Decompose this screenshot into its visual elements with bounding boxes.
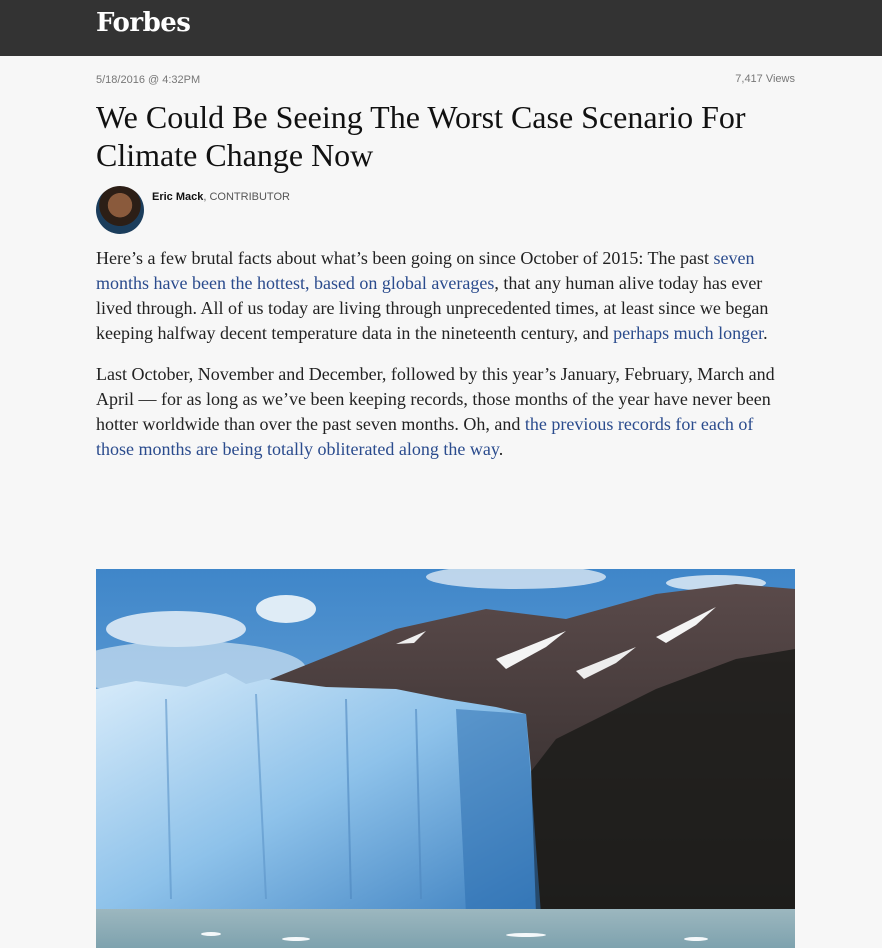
view-count: 7,417 Views: [735, 73, 795, 85]
p1-text-3: .: [763, 323, 768, 343]
article-container: [96, 74, 795, 462]
forbes-logo[interactable]: Forbes: [96, 8, 191, 38]
author-role: , CONTRIBUTOR: [203, 191, 290, 203]
p1-text-1: Here’s a few brutal facts about what’s been going on since October of 2015: The past: [96, 248, 714, 268]
p1-link-hottest-months[interactable]: seven months have been the hottest, based on global averages: [96, 248, 755, 293]
p2-link-previous-records[interactable]: the previous records for each of those months are being totally obliterated along the way: [96, 414, 754, 459]
author-name-link[interactable]: Eric Mack: [152, 191, 204, 203]
top-navigation-bar: [0, 0, 882, 56]
article-title: We Could Be Seeing The Worst Case Scenario For Climate Change Now: [96, 99, 746, 173]
author-avatar[interactable]: [96, 186, 144, 234]
publish-date: 5/18/2016 @ 4:32PM: [96, 74, 201, 86]
p2-text-1: Last October, November and December, followed by this year’s January, February, March and April — for as long as we’ve been keeping records, those months of the year have never been hotter worldwide than over the past seven months. Oh, and: [96, 364, 775, 434]
paragraph-1: [96, 246, 795, 346]
byline: [96, 186, 795, 236]
p1-link-much-longer[interactable]: perhaps much longer: [613, 323, 764, 343]
p2-text-2: .: [498, 439, 504, 459]
article-body: [96, 246, 795, 462]
hero-image-glacier: [96, 569, 795, 948]
paragraph-2: [96, 362, 795, 462]
p1-text-2: , that any human alive today has ever lived through. All of us today are living through unprecedented times, at least since we began keeping halfway decent temperature data in the nineteenth century, and: [96, 273, 769, 343]
author-info: [152, 191, 290, 203]
article-meta: [96, 74, 795, 94]
glacier-illustration: [96, 569, 795, 948]
